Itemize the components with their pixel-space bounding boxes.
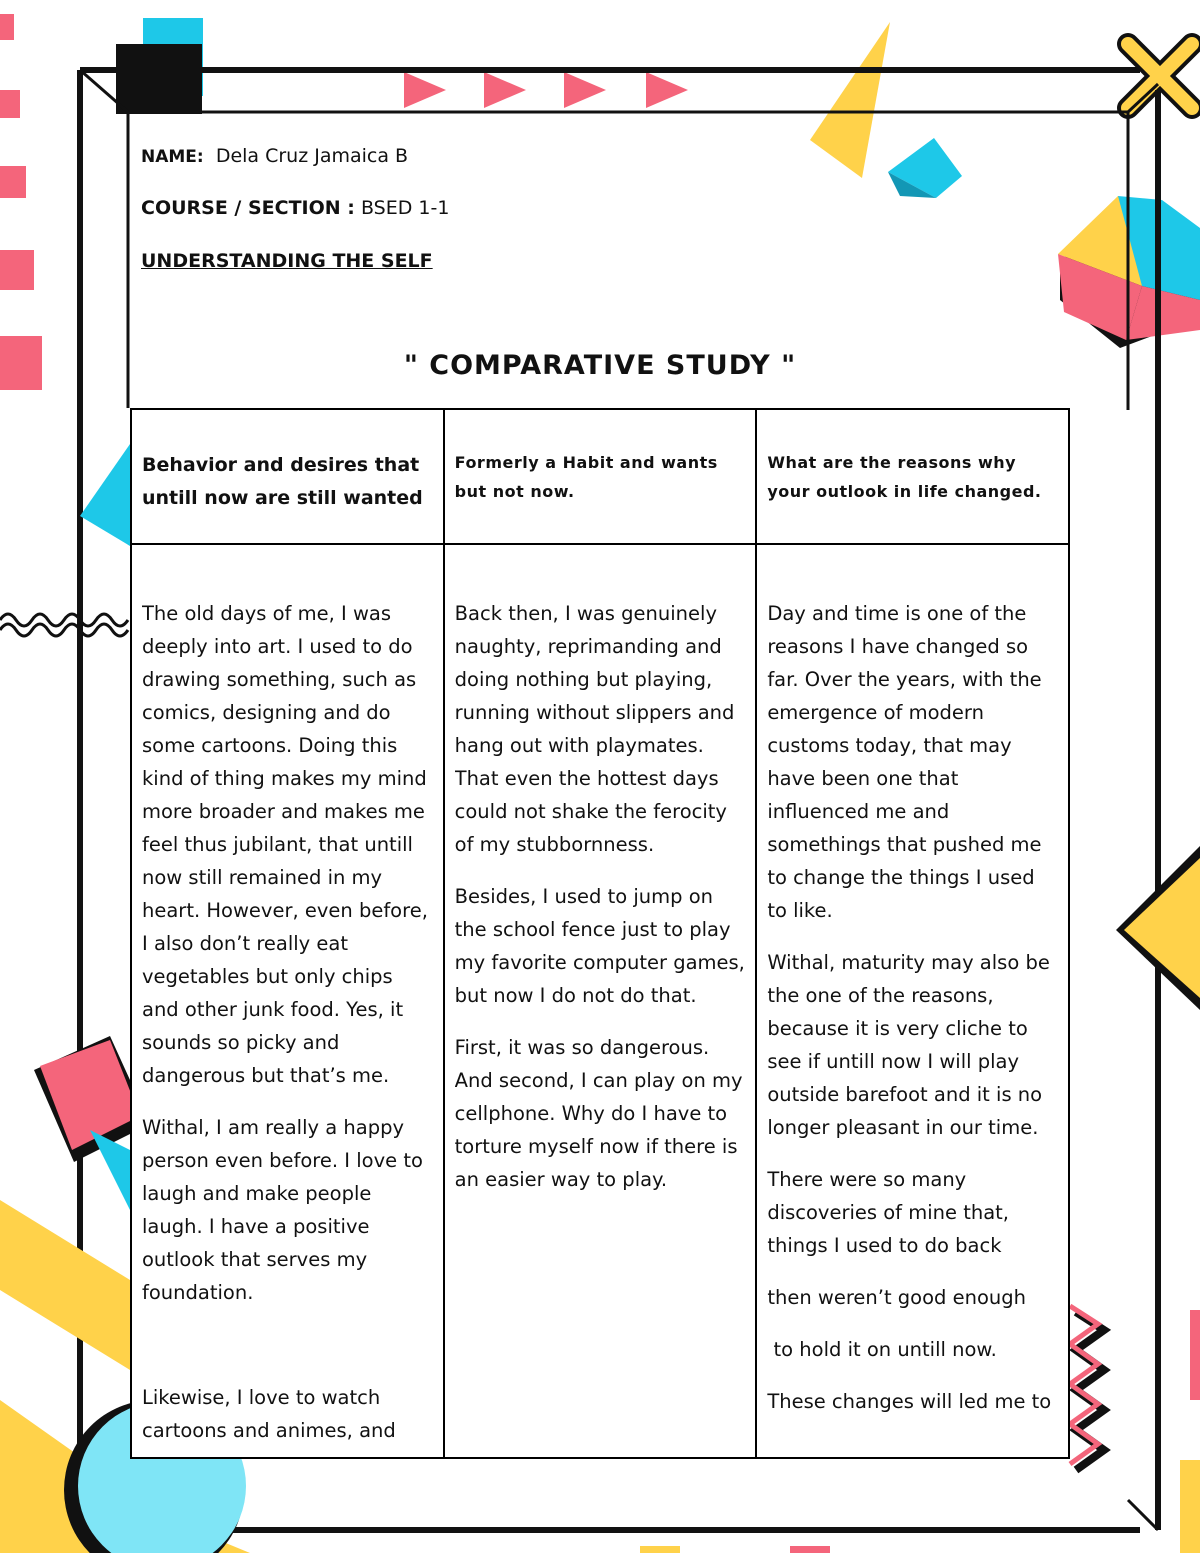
course-label: COURSE / SECTION : [141,197,355,219]
header-text: Formerly a Habit and wants but not now. [454,452,718,501]
paragraph: The old days of me, I was deeply into art. I used to do drawing something, such as comics, designing and do some cartoons. Doing this kind of thing makes my mind more broader and makes me feel thus jubilant, that untill now still remained in my heart. However, even before, I also don’t really eat vegetables but only chips and other junk food. Yes, it sounds so picky and dangerous but that’s me. [142,602,428,1087]
cell-text [767,545,1058,1457]
course-line [141,197,449,219]
paragraph: to hold it on untill now. [767,1338,997,1361]
name-value: Dela Cruz Jamaica B [215,145,409,167]
body-cell-former-habits [444,544,757,1458]
cell-text [455,545,746,1457]
header-cell-former-habits [444,409,757,544]
paragraph: First, it was so dangerous. And second, I can play on my cellphone. Why do I have to torture myself now if there is an easier way to play. [454,1036,743,1191]
table-body-row [131,544,1069,1458]
paragraph: Likewise, I love to watch cartoons and animes, and [142,1386,396,1442]
header-cell-still-wanted [131,409,444,544]
name-label: NAME: [141,147,204,167]
document-title: " COMPARATIVE STUDY " [403,350,797,381]
paragraph: then weren’t good enough [767,1286,1027,1309]
table-header-row [131,409,1069,544]
paragraph: There were so many discoveries of mine that, things I used to do back [767,1168,1010,1257]
body-cell-still-wanted [131,544,444,1458]
name-line [141,145,408,167]
header-cell-reasons [756,409,1069,544]
comparison-table [130,408,1070,1459]
body-cell-reasons [756,544,1069,1458]
course-value: BSED 1-1 [360,197,450,219]
header-text: Behavior and desires that untill now are still wanted [142,453,423,509]
paragraph: Back then, I was genuinely naughty, reprimanding and doing nothing but playing, running without slippers and hang out with playmates. That even the hottest days could not shake the ferocity of my stubbornness. [454,602,735,856]
subject-heading: UNDERSTANDING THE SELF [141,250,433,272]
paragraph: Besides, I used to jump on the school fence just to play my favorite computer games, but now I do not do that. [454,885,745,1007]
paragraph: Withal, maturity may also be the one of the reasons, because it is very cliche to see if untill now I will play outside barefoot and it is no longer pleasant in our time. [767,951,1050,1139]
paragraph: Day and time is one of the reasons I have changed so far. Over the years, with the emergence of modern customs today, that may have been one that influenced me and somethings that pushed me to change the things I used to like. [767,602,1042,922]
header-text: What are the reasons why your outlook in life changed. [767,452,1042,501]
paragraph: Withal, I am really a happy person even before. I love to laugh and make people laugh. I have a positive outlook that serves my foundation. [142,1116,423,1304]
cell-text [142,545,433,1457]
paragraph: These changes will led me to [767,1390,1052,1413]
